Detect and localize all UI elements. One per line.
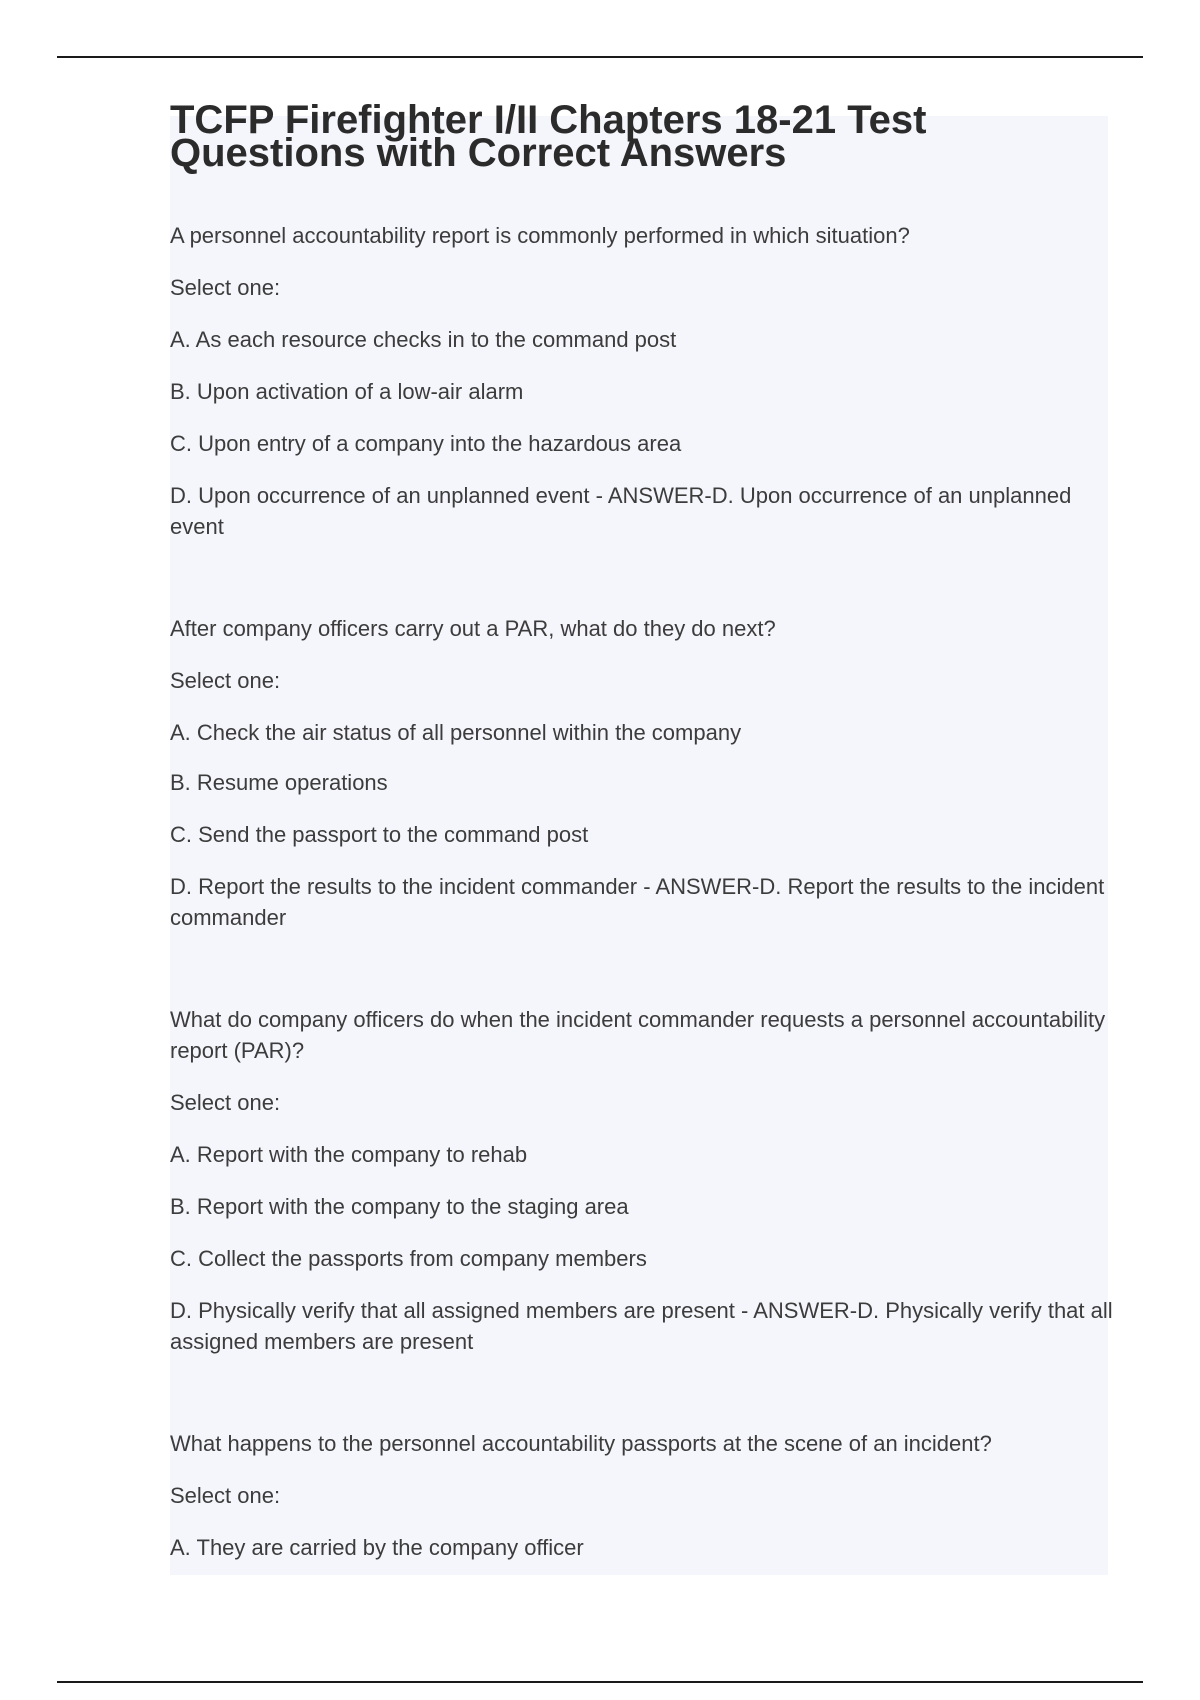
question-block-2 bbox=[170, 613, 1115, 933]
answer-option-c: C. Upon entry of a company into the hazardous area bbox=[170, 431, 682, 456]
answer-option-b: B. Upon activation of a low-air alarm bbox=[170, 379, 524, 404]
document-body bbox=[170, 98, 1115, 1563]
answer-option-a: A. Check the air status of all personnel within the company bbox=[170, 720, 742, 745]
answer-option-d: D. Report the results to the incident commander - ANSWER-D. Report the results to the incident commander bbox=[170, 874, 1105, 930]
answer-option-b: B. Resume operations bbox=[170, 770, 388, 795]
question-block-1 bbox=[170, 220, 1115, 542]
document-title: TCFP Firefighter I/II Chapters 18-21 Test Questions with Correct Answers bbox=[170, 98, 927, 175]
answer-option-a: A. As each resource checks in to the command post bbox=[170, 327, 677, 352]
answer-option-c: C. Collect the passports from company members bbox=[170, 1246, 647, 1271]
answer-option-a: A. They are carried by the company officer bbox=[170, 1535, 584, 1560]
question-text: After company officers carry out a PAR, what do they do next? bbox=[170, 616, 776, 641]
question-block-3 bbox=[170, 1004, 1115, 1357]
answer-option-a: A. Report with the company to rehab bbox=[170, 1142, 528, 1167]
question-text: What do company officers do when the incident commander requests a personnel accountability report (PAR)? bbox=[170, 1007, 1106, 1063]
select-prompt: Select one: bbox=[170, 668, 281, 693]
select-prompt: Select one: bbox=[170, 1483, 281, 1508]
question-block-4 bbox=[170, 1428, 1115, 1563]
question-text: A personnel accountability report is commonly performed in which situation? bbox=[170, 223, 910, 248]
answer-option-c: C. Send the passport to the command post bbox=[170, 822, 589, 847]
select-prompt: Select one: bbox=[170, 275, 281, 300]
bottom-divider bbox=[57, 1681, 1143, 1683]
select-prompt: Select one: bbox=[170, 1090, 281, 1115]
top-divider bbox=[57, 56, 1143, 58]
question-text: What happens to the personnel accountability passports at the scene of an incident? bbox=[170, 1431, 992, 1456]
answer-option-b: B. Report with the company to the staging area bbox=[170, 1194, 629, 1219]
answer-option-d: D. Physically verify that all assigned members are present - ANSWER-D. Physically verify that all assigned members are present bbox=[170, 1298, 1113, 1354]
answer-option-d: D. Upon occurrence of an unplanned event - ANSWER-D. Upon occurrence of an unplanned event bbox=[170, 483, 1072, 539]
